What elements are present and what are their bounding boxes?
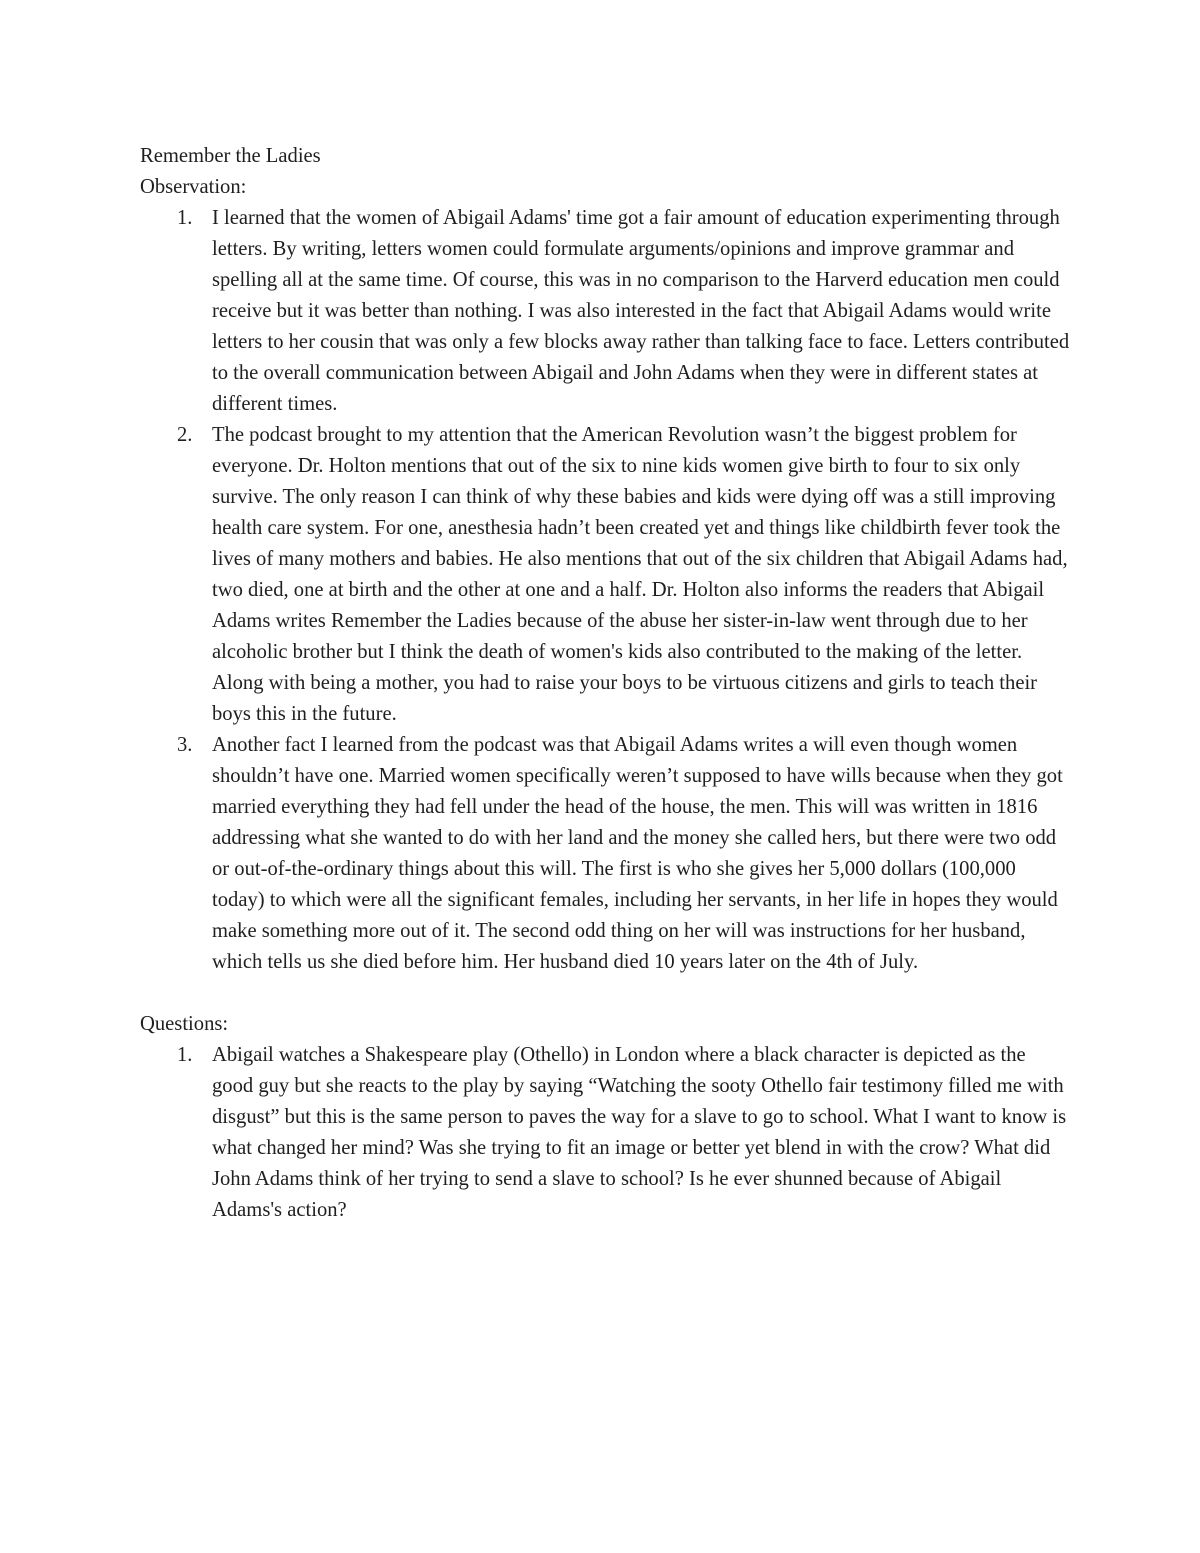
question-text: Abigail watches a Shakespeare play (Othello) in London where a black character is depicted as the good guy but she reacts to the play by saying “Watching the sooty Othello fair testimony filled me with disgust” but this is the same person to paves the way for a slave to go to school. What I want to know is what changed her mind? Was she trying to fit an image or better yet blend in with the crow? What did John Adams think of her trying to send a slave to school? Is he ever shunned because of Abigail Adams's action? bbox=[212, 1044, 1067, 1221]
list-number: 2. bbox=[177, 424, 193, 446]
list-number: 3. bbox=[177, 734, 193, 756]
observation-item bbox=[140, 730, 1070, 978]
observation-text: I learned that the women of Abigail Adams' time got a fair amount of education experimenting through letters. By writing, letters women could formulate arguments/opinions and improve grammar and spelling all at the same time. Of course, this was in no comparison to the Harverd education men could receive but it was better than nothing. I was also interested in the fact that Abigail Adams would write letters to her cousin that was only a few blocks away rather than talking face to face. Letters contributed to the overall communication between Abigail and John Adams when they were in different states at different times. bbox=[212, 207, 1070, 415]
question-item bbox=[140, 1040, 1070, 1226]
observation-item bbox=[140, 203, 1070, 420]
observation-text: Another fact I learned from the podcast was that Abigail Adams writes a will even though women shouldn’t have one. Married women specifically weren’t supposed to have wills because when they got married everything they had fell under the head of the house, the men. This will was written in 1816 addressing what she wanted to do with her land and the money she called hers, but there were two odd or out-of-the-ordinary things about this will. The first is who she gives her 5,000 dollars (100,000 today) to which were all the significant females, including her servants, in her life in hopes they would make something more out of it. The second odd thing on her will was instructions for her husband, which tells us she died before him. Her husband died 10 years later on the 4th of July. bbox=[212, 734, 1063, 973]
list-number: 1. bbox=[177, 207, 193, 229]
observation-list bbox=[140, 203, 1070, 978]
questions-heading: Questions: bbox=[140, 1013, 229, 1035]
document-title: Remember the Ladies bbox=[140, 145, 321, 167]
document-body bbox=[140, 141, 1070, 1226]
paragraph-spacer bbox=[140, 978, 1070, 1009]
observation-item bbox=[140, 420, 1070, 730]
observation-text: The podcast brought to my attention that the American Revolution wasn’t the biggest problem for everyone. Dr. Holton mentions that out of the six to nine kids women give birth to four to six only survive. The only reason I can think of why these babies and kids were dying off was a still improving health care system. For one, anesthesia hadn’t been created yet and things like childbirth fever took the lives of many mothers and babies. He also mentions that out of the six children that Abigail Adams had, two died, one at birth and the other at one and a half. Dr. Holton also informs the readers that Abigail Adams writes Remember the Ladies because of the abuse her sister-in-law went through due to her alcoholic brother but I think the death of women's kids also contributed to the making of the letter. Along with being a mother, you had to raise your boys to be virtuous citizens and girls to teach their boys this in the future. bbox=[212, 424, 1068, 725]
questions-list bbox=[140, 1040, 1070, 1226]
list-number: 1. bbox=[177, 1044, 193, 1066]
observation-heading: Observation: bbox=[140, 176, 247, 198]
